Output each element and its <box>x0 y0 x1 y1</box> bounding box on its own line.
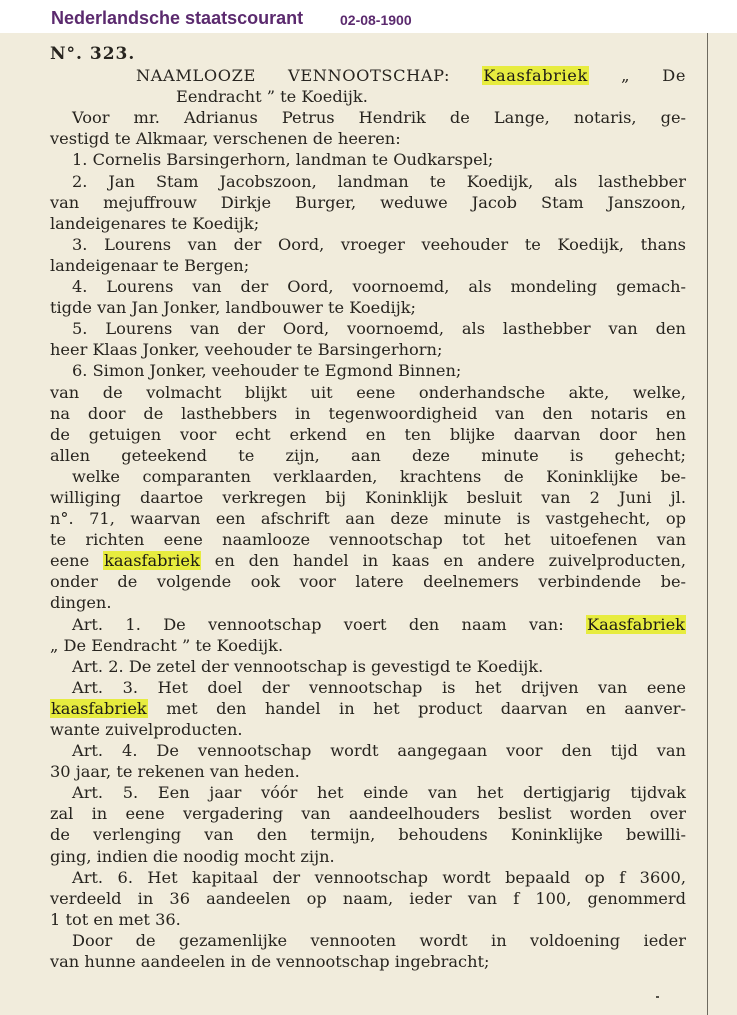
text-span: NAAMLOOZE VENNOOTSCHAP: <box>136 66 483 86</box>
text-line <box>50 656 686 677</box>
text-span: 6. Simon Jonker, veehouder te Egmond Binnen; <box>72 361 462 381</box>
text-line <box>50 424 686 445</box>
text-span: 5. Lourens van der Oord, voornoemd, als lasthebber van den <box>72 319 686 339</box>
text-span: 2. Jan Stam Jacobszoon, landman te Koedijk, als lasthebber <box>72 171 686 191</box>
text-line <box>50 909 686 930</box>
text-span: verdeeld in 36 aandeelen op naam, ieder van f 100, genommerd <box>50 888 686 908</box>
text-line <box>50 529 686 550</box>
text-span: welke comparanten verklaarden, krachtens de Koninklijke be- <box>72 466 686 486</box>
text-span: 1 tot en met 36. <box>50 909 181 929</box>
text-span: 1. Cornelis Barsingerhorn, landman te Oudkarspel; <box>72 150 494 170</box>
text-line <box>50 234 686 255</box>
article-number: N°. 323. <box>50 44 136 64</box>
text-span: Art. 1. De vennootschap voert den naam van: <box>72 614 586 634</box>
text-span: Art. 5. Een jaar vóór het einde van het dertigjarig tijdvak <box>72 783 686 803</box>
text-line <box>50 635 686 656</box>
text-line <box>50 339 686 360</box>
text-line <box>50 255 686 276</box>
text-line <box>50 65 686 86</box>
text-span: „ De Eendracht ” te Koedijk. <box>50 635 284 655</box>
text-line <box>50 382 686 403</box>
text-line <box>50 951 686 972</box>
text-line <box>50 403 686 424</box>
page-header <box>0 0 737 33</box>
text-line <box>50 445 686 466</box>
text-line <box>50 592 686 613</box>
text-span: n°. 71, waarvan een afschrift aan deze minute is vastgehecht, op <box>50 509 686 529</box>
text-span: „ De <box>588 66 686 86</box>
text-span: landeigenares te Koedijk; <box>50 213 260 233</box>
text-span: Art. 3. Het doel der vennootschap is het drijven van eene <box>72 677 686 697</box>
text-line <box>50 86 686 107</box>
text-span: williging daartoe verkregen bij Koninklijk besluit van 2 Juni jl. <box>50 487 686 507</box>
text-line <box>50 192 686 213</box>
text-line <box>50 846 686 867</box>
text-line <box>50 930 686 951</box>
text-span: onder de volgende ook voor latere deelnemers verbindende be- <box>50 572 686 592</box>
publication-date: 02-08-1900 <box>340 12 412 28</box>
text-line <box>50 824 686 845</box>
text-line <box>50 128 686 149</box>
text-span: allen geteekend te zijn, aan deze minute is gehecht; <box>50 445 686 465</box>
column-rule <box>707 33 708 1015</box>
newspaper-scan <box>0 33 737 1015</box>
text-span: Art. 2. De zetel der vennootschap is gevestigd te Koedijk. <box>72 656 544 676</box>
text-span: met den handel in het product daarvan en aanver- <box>147 698 686 718</box>
text-line <box>50 550 686 571</box>
text-span: de getuigen voor echt erkend en ten blijke daarvan door hen <box>50 424 686 444</box>
text-line <box>50 740 686 761</box>
text-line <box>50 782 686 803</box>
text-line <box>50 508 686 529</box>
text-span: Door de gezamenlijke vennooten wordt in voldoening ieder <box>72 930 686 950</box>
text-span: Eendracht ” te Koedijk. <box>176 87 368 107</box>
text-line <box>50 149 686 170</box>
text-line <box>50 107 686 128</box>
article-lines <box>50 65 686 972</box>
text-span: de verlenging van den termijn, behoudens Koninklijke bewilli- <box>50 825 686 845</box>
text-line <box>50 466 686 487</box>
print-speck <box>656 996 659 998</box>
text-line <box>50 171 686 192</box>
text-span: landeigenaar te Bergen; <box>50 255 250 275</box>
text-span: dingen. <box>50 593 112 613</box>
highlighted-term: kaasfabriek <box>104 551 200 571</box>
article-body <box>50 44 686 972</box>
publication-title: Nederlandsche staatscourant <box>51 8 304 28</box>
text-line <box>50 761 686 782</box>
text-span: wante zuivelproducten. <box>50 720 243 739</box>
text-span: 30 jaar, te rekenen van heden. <box>50 762 300 782</box>
text-span: eene <box>50 551 104 571</box>
highlighted-term: Kaasfabriek <box>586 614 685 634</box>
text-line <box>50 318 686 339</box>
text-line <box>50 571 686 592</box>
text-span: 4. Lourens van der Oord, voornoemd, als mondeling gemach- <box>72 277 686 297</box>
text-span: heer Klaas Jonker, veehouder te Barsingerhorn; <box>50 340 443 360</box>
text-line <box>50 719 686 740</box>
text-line <box>50 297 686 318</box>
text-span: 3. Lourens van der Oord, vroeger veehouder te Koedijk, thans <box>72 234 686 254</box>
text-span: ging, indien die noodig mocht zijn. <box>50 846 335 866</box>
text-span: van de volmacht blijkt uit eene onderhandsche akte, welke, <box>50 382 686 402</box>
text-line <box>50 487 686 508</box>
text-span: te richten eene naamlooze vennootschap tot het uitoefenen van <box>50 530 686 550</box>
text-line <box>50 867 686 888</box>
text-line <box>50 698 686 719</box>
text-line <box>50 360 686 381</box>
text-span: en den handel in kaas en andere zuivelproducten, <box>200 551 686 571</box>
text-span: tigde van Jan Jonker, landbouwer te Koedijk; <box>50 298 417 318</box>
text-line <box>50 276 686 297</box>
highlighted-term: kaasfabriek <box>51 698 147 718</box>
text-span: van mejuffrouw Dirkje Burger, weduwe Jacob Stam Janszoon, <box>50 192 686 212</box>
text-span: na door de lasthebbers in tegenwoordigheid van den notaris en <box>50 403 686 423</box>
text-line <box>50 614 686 635</box>
text-line <box>50 677 686 698</box>
text-line <box>50 888 686 909</box>
text-span: Voor mr. Adrianus Petrus Hendrik de Lange, notaris, ge- <box>72 108 686 128</box>
text-line <box>50 803 686 824</box>
highlighted-term: Kaasfabriek <box>483 66 588 86</box>
text-line <box>50 213 686 234</box>
text-span: zal in eene vergadering van aandeelhouders beslist worden over <box>50 804 686 824</box>
text-span: van hunne aandeelen in de vennootschap ingebracht; <box>50 952 490 972</box>
text-span: Art. 4. De vennootschap wordt aangegaan voor den tijd van <box>72 741 686 761</box>
text-span: Art. 6. Het kapitaal der vennootschap wordt bepaald op f 3600, <box>72 867 686 887</box>
text-span: vestigd te Alkmaar, verschenen de heeren: <box>50 129 401 149</box>
